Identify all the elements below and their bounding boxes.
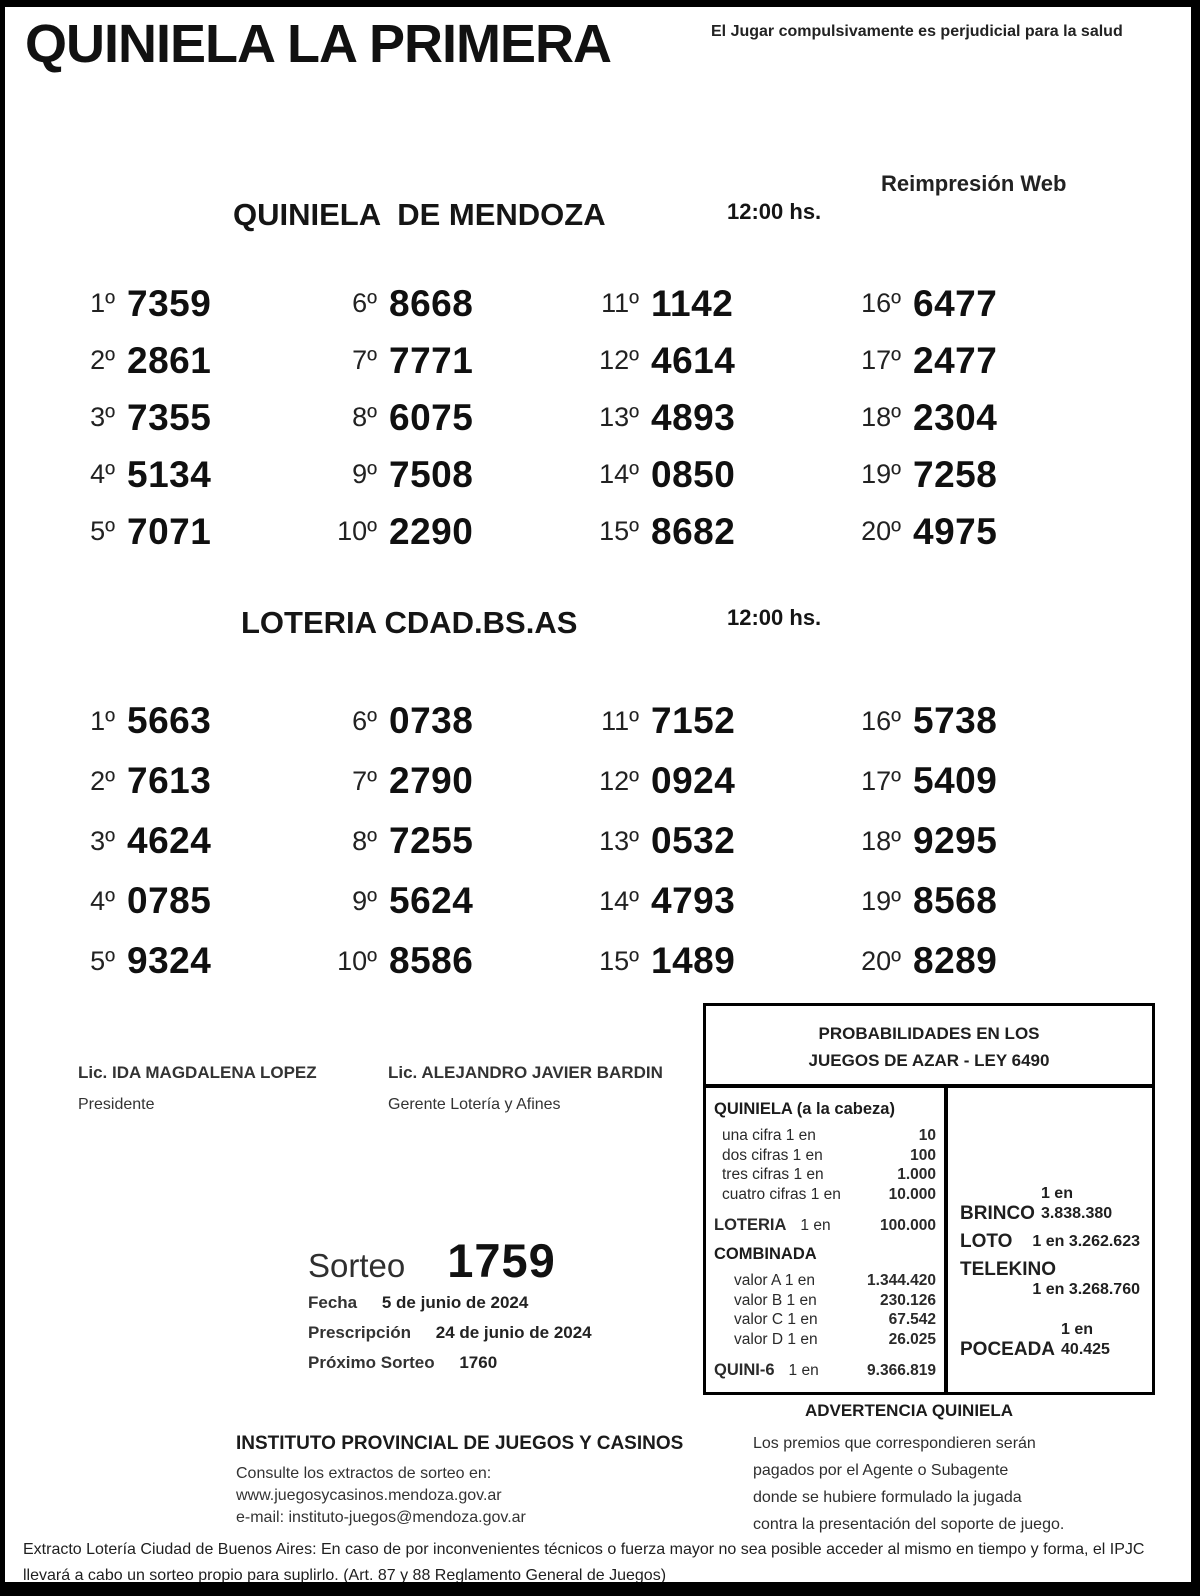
- result-position: 5º: [90, 945, 115, 976]
- odds-row: [714, 1146, 936, 1166]
- game-odds-row: [960, 1232, 1140, 1252]
- odds-value: 10: [918, 1127, 936, 1145]
- fecha-value: 5 de junio de 2024: [381, 1293, 529, 1312]
- odds-row: [714, 1165, 936, 1185]
- result-number: 1489: [651, 940, 736, 981]
- odds-label: cuatro cifras 1 en: [722, 1185, 841, 1203]
- advertencia-title: ADVERTENCIA QUINIELA: [804, 1401, 1014, 1420]
- odds-label: una cifra 1 en: [722, 1127, 816, 1145]
- result-position: 5º: [90, 516, 115, 546]
- result-item: [55, 275, 317, 332]
- odds-label: valor A 1 en: [734, 1272, 816, 1290]
- official-signature: [388, 1063, 698, 1114]
- result-number: 0924: [651, 760, 736, 801]
- probabilities-body: [706, 1088, 1152, 1392]
- instituto-consulte-line: Consulte los extractos de sorteo en:: [236, 1465, 492, 1482]
- advertencia-lines: [753, 1430, 1065, 1538]
- result-position: 9º: [352, 885, 377, 916]
- result-position: 9º: [352, 459, 377, 489]
- result-number: 4793: [651, 880, 736, 921]
- result-number: 4624: [127, 820, 212, 861]
- loteria-odds-value: 100.000: [879, 1217, 936, 1235]
- result-item: [55, 931, 317, 991]
- result-number: 4975: [913, 510, 998, 552]
- result-item: [317, 446, 579, 503]
- result-item: [317, 811, 579, 871]
- draw-title-mendoza: QUINIELA DE MENDOZA: [233, 197, 606, 232]
- odds-value: 67.542: [888, 1311, 936, 1329]
- result-item: [579, 691, 841, 751]
- result-position: 19º: [861, 459, 901, 489]
- result-position: 17º: [861, 345, 901, 375]
- result-position: 4º: [90, 885, 115, 916]
- result-item: [579, 275, 841, 332]
- result-number: 0532: [651, 820, 736, 861]
- probabilities-left-column: [706, 1088, 948, 1392]
- combinada-odds-rows: [714, 1271, 936, 1349]
- result-item: [55, 691, 317, 751]
- result-item: [841, 811, 1103, 871]
- result-item: [841, 332, 1103, 389]
- advertencia-line: contra la presentación del soporte de juego.: [753, 1516, 1065, 1533]
- result-position: 6º: [352, 705, 377, 736]
- proximo-sorteo-label: Próximo Sorteo: [308, 1353, 435, 1372]
- probabilities-right-column: [948, 1088, 1152, 1392]
- result-item: [841, 446, 1103, 503]
- result-item: [579, 446, 841, 503]
- result-position: 4º: [90, 459, 115, 489]
- result-position: 8º: [352, 402, 377, 432]
- results-grid-bsas: [55, 691, 1103, 991]
- result-item: [317, 275, 579, 332]
- loteria-odds-row: [714, 1215, 936, 1236]
- footer-note: Extracto Lotería Ciudad de Buenos Aires: En caso de por inconvenientes técnicos o fuerza mayor no sea posible acceder al mismo en tiempo y forma, el IPJC llevará a cabo un sorteo propio para suplirlo. (Art. 87 y 88 Reglamento General de Juegos): [23, 1541, 1145, 1584]
- odds-row: [714, 1330, 936, 1350]
- result-item: [55, 811, 317, 871]
- result-number: 8682: [651, 510, 736, 552]
- result-position: 18º: [861, 402, 901, 432]
- result-position: 11º: [601, 705, 639, 736]
- result-number: 8568: [913, 880, 998, 921]
- result-number: 5738: [913, 700, 998, 741]
- draw-time-bsas: 12:00 hs.: [727, 605, 822, 630]
- odds-label: tres cifras 1 en: [722, 1166, 824, 1184]
- result-item: [55, 871, 317, 931]
- result-position: 20º: [861, 516, 901, 546]
- result-position: 13º: [599, 402, 639, 432]
- draw-title-bsas: LOTERIA CDAD.BS.AS: [241, 605, 578, 640]
- result-item: [55, 446, 317, 503]
- official-title: Gerente Lotería y Afines: [388, 1096, 561, 1113]
- result-number: 7508: [389, 453, 474, 495]
- odds-row: [714, 1126, 936, 1146]
- result-number: 0738: [389, 700, 474, 741]
- sorteo-number: 1759: [447, 1234, 556, 1287]
- instituto-block: [236, 1433, 716, 1529]
- result-item: [317, 389, 579, 446]
- result-number: 7152: [651, 700, 736, 741]
- proximo-sorteo-row: [308, 1353, 728, 1373]
- game-odds-row: [960, 1184, 1140, 1224]
- loteria-odds-mid: 1 en: [800, 1217, 831, 1235]
- odds-row: [714, 1185, 936, 1205]
- odds-row: [714, 1291, 936, 1311]
- loteria-odds-name: LOTERIA: [714, 1216, 787, 1235]
- advertencia-block: [753, 1401, 1065, 1538]
- odds-value: 26.025: [888, 1330, 936, 1348]
- result-position: 15º: [599, 945, 639, 976]
- game-odds-value: 1 en 3.268.760: [1032, 1281, 1140, 1299]
- prescripcion-row: [308, 1323, 728, 1343]
- result-position: 1º: [90, 288, 115, 318]
- page-title: QUINIELA LA PRIMERA: [25, 14, 611, 74]
- game-name: TELEKINO: [960, 1259, 1057, 1281]
- result-position: 7º: [352, 345, 377, 375]
- sorteo-label: Sorteo: [308, 1247, 406, 1284]
- probabilities-title-line1: PROBABILIDADES EN LOS: [818, 1024, 1040, 1043]
- probabilities-box: [703, 1003, 1155, 1395]
- result-number: 8668: [389, 282, 474, 324]
- result-item: [55, 503, 317, 560]
- result-number: 8586: [389, 940, 474, 981]
- result-item: [55, 389, 317, 446]
- result-number: 7771: [389, 339, 474, 381]
- result-position: 17º: [861, 765, 901, 796]
- advertencia-line: Los premios que correspondieren serán: [753, 1435, 1036, 1452]
- result-item: [841, 871, 1103, 931]
- probabilities-title: [706, 1006, 1152, 1088]
- official-signature: [78, 1063, 388, 1114]
- result-item: [317, 751, 579, 811]
- result-number: 2290: [389, 510, 474, 552]
- odds-label: valor B 1 en: [734, 1291, 817, 1309]
- result-position: 7º: [352, 765, 377, 796]
- result-item: [579, 751, 841, 811]
- result-position: 2º: [90, 345, 115, 375]
- result-position: 3º: [90, 402, 115, 432]
- sorteo-header-row: [308, 1233, 728, 1287]
- result-item: [317, 332, 579, 389]
- result-item: [55, 332, 317, 389]
- result-number: 4614: [651, 339, 736, 381]
- prescripcion-value: 24 de junio de 2024: [435, 1323, 592, 1342]
- result-position: 16º: [861, 288, 901, 318]
- result-position: 13º: [599, 825, 639, 856]
- result-position: 19º: [861, 885, 901, 916]
- result-item: [317, 871, 579, 931]
- odds-label: valor D 1 en: [734, 1330, 818, 1348]
- instituto-email: e-mail: instituto-juegos@mendoza.gov.ar: [236, 1509, 526, 1526]
- result-position: 8º: [352, 825, 377, 856]
- official-title: Presidente: [78, 1096, 155, 1113]
- result-position: 18º: [861, 825, 901, 856]
- result-position: 6º: [352, 288, 377, 318]
- result-position: 10º: [337, 516, 377, 546]
- result-number: 7258: [913, 453, 998, 495]
- quini6-odds-row: [714, 1360, 936, 1381]
- quiniela-odds-header: QUINIELA (a la cabeza): [714, 1100, 895, 1119]
- result-item: [841, 751, 1103, 811]
- result-item: [841, 389, 1103, 446]
- result-number: 2477: [913, 339, 998, 381]
- result-position: 2º: [90, 765, 115, 796]
- quini6-odds-mid: 1 en: [788, 1362, 819, 1380]
- result-number: 0850: [651, 453, 736, 495]
- result-number: 7359: [127, 282, 212, 324]
- odds-row: [714, 1310, 936, 1330]
- game-odds-row: [960, 1260, 1140, 1300]
- result-position: 20º: [861, 945, 901, 976]
- game-odds-value: 1 en 40.425: [1061, 1321, 1110, 1359]
- fecha-label: Fecha: [308, 1293, 358, 1312]
- game-odds-row: [960, 1320, 1140, 1360]
- result-position: 11º: [601, 288, 639, 318]
- game-name: LOTO: [960, 1231, 1013, 1253]
- result-position: 12º: [599, 765, 639, 796]
- result-number: 8289: [913, 940, 998, 981]
- advertencia-line: donde se hubiere formulado la jugada: [753, 1489, 1022, 1506]
- result-position: 10º: [337, 945, 377, 976]
- official-name: Lic. ALEJANDRO JAVIER BARDIN: [388, 1063, 663, 1082]
- result-number: 4893: [651, 396, 736, 438]
- results-grid-mendoza: [55, 275, 1103, 560]
- sorteo-block: [308, 1233, 728, 1373]
- result-position: 3º: [90, 825, 115, 856]
- result-number: 6477: [913, 282, 998, 324]
- reprint-web-label: Reimpresión Web: [881, 171, 1067, 196]
- instituto-title: INSTITUTO PROVINCIAL DE JUEGOS Y CASINOS: [236, 1433, 684, 1454]
- quini6-odds-value: 9.366.819: [867, 1362, 936, 1380]
- odds-label: valor C 1 en: [734, 1311, 818, 1329]
- result-item: [841, 503, 1103, 560]
- odds-label: dos cifras 1 en: [722, 1146, 823, 1164]
- result-position: 14º: [599, 459, 639, 489]
- result-number: 0785: [127, 880, 212, 921]
- odds-value: 100: [910, 1146, 936, 1164]
- odds-value: 230.126: [879, 1291, 936, 1309]
- result-item: [841, 931, 1103, 991]
- result-number: 7255: [389, 820, 474, 861]
- result-number: 2790: [389, 760, 474, 801]
- result-position: 15º: [599, 516, 639, 546]
- result-position: 1º: [90, 705, 115, 736]
- health-warning: El Jugar compulsivamente es perjudicial para la salud: [711, 23, 1123, 40]
- result-number: 5624: [389, 880, 474, 921]
- game-name: BRINCO: [960, 1203, 1035, 1225]
- result-number: 7613: [127, 760, 212, 801]
- official-name: Lic. IDA MAGDALENA LOPEZ: [78, 1063, 317, 1082]
- officials-block: [78, 1063, 698, 1114]
- result-number: 5134: [127, 453, 212, 495]
- draw-time-mendoza: 12:00 hs.: [727, 199, 822, 224]
- result-item: [579, 811, 841, 871]
- odds-row: [714, 1271, 936, 1291]
- result-item: [579, 871, 841, 931]
- fecha-row: [308, 1293, 728, 1313]
- result-number: 9295: [913, 820, 998, 861]
- result-item: [841, 691, 1103, 751]
- result-item: [55, 751, 317, 811]
- result-number: 5663: [127, 700, 212, 741]
- result-number: 7355: [127, 396, 212, 438]
- game-odds-value: 1 en 3.838.380: [1040, 1185, 1113, 1223]
- result-number: 2861: [127, 339, 212, 381]
- result-number: 5409: [913, 760, 998, 801]
- instituto-website: www.juegosycasinos.mendoza.gov.ar: [236, 1487, 502, 1504]
- result-item: [841, 275, 1103, 332]
- quiniela-odds-rows: [714, 1126, 936, 1204]
- game-odds-value: 1 en 3.262.623: [1032, 1233, 1140, 1251]
- prescripcion-label: Prescripción: [308, 1323, 411, 1342]
- game-name: POCEADA: [960, 1339, 1056, 1361]
- result-item: [579, 503, 841, 560]
- result-item: [317, 931, 579, 991]
- result-item: [317, 503, 579, 560]
- result-position: 16º: [861, 705, 901, 736]
- result-number: 7071: [127, 510, 212, 552]
- probabilities-title-line2: JUEGOS DE AZAR - LEY 6490: [808, 1051, 1050, 1071]
- result-number: 6075: [389, 396, 474, 438]
- odds-value: 1.000: [897, 1166, 936, 1184]
- result-item: [579, 332, 841, 389]
- result-position: 12º: [599, 345, 639, 375]
- proximo-sorteo-value: 1760: [459, 1353, 498, 1372]
- advertencia-line: pagados por el Agente o Subagente: [753, 1462, 1009, 1479]
- odds-value: 10.000: [888, 1185, 936, 1203]
- result-position: 14º: [599, 885, 639, 916]
- result-number: 2304: [913, 396, 998, 438]
- odds-value: 1.344.420: [867, 1272, 936, 1290]
- result-number: 1142: [651, 282, 734, 324]
- result-item: [579, 389, 841, 446]
- result-item: [579, 931, 841, 991]
- quini6-odds-name: QUINI-6: [714, 1361, 775, 1380]
- result-item: [317, 691, 579, 751]
- result-number: 9324: [127, 940, 212, 981]
- combinada-odds-header: COMBINADA: [714, 1245, 817, 1264]
